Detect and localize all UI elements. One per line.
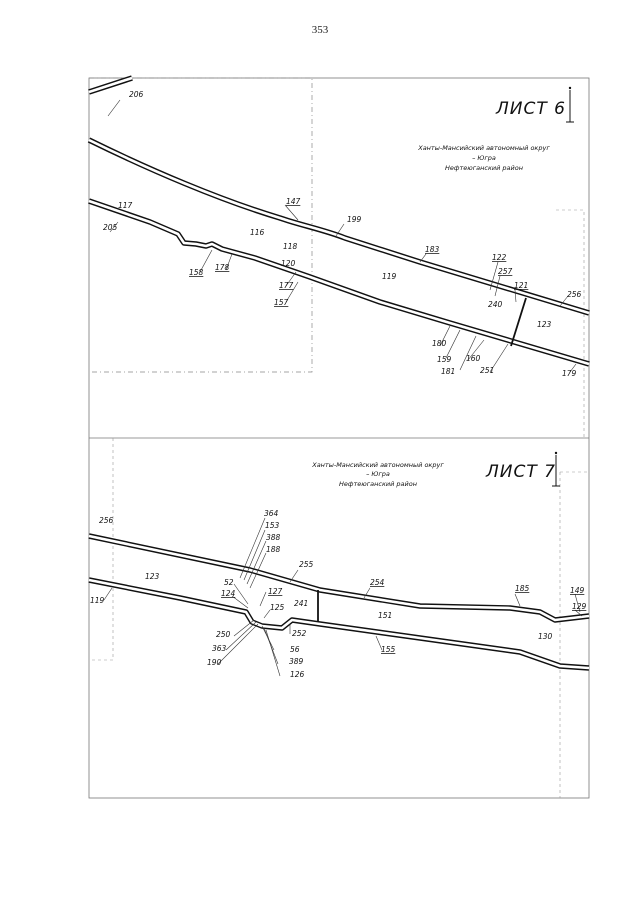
sheet-7 bbox=[89, 452, 589, 679]
label-254: 254 bbox=[370, 578, 385, 587]
label-157: 157 bbox=[274, 298, 289, 307]
label-52: 52 bbox=[224, 578, 234, 587]
label-159: 159 bbox=[437, 355, 452, 364]
label-123: 123 bbox=[537, 320, 552, 329]
sheet7-title: ЛИСТ 7 bbox=[486, 462, 556, 482]
label-206: 206 bbox=[129, 90, 144, 99]
label-117: 117 bbox=[118, 201, 133, 210]
page-number: 353 bbox=[311, 24, 329, 36]
label-160: 160 bbox=[466, 354, 481, 363]
label-190: 190 bbox=[207, 658, 222, 667]
sheet6-region-line2: – Югра bbox=[472, 154, 496, 162]
label-123-s7: 123 bbox=[145, 572, 160, 581]
label-389: 389 bbox=[289, 657, 304, 666]
north-arrow-icon bbox=[566, 87, 574, 122]
sheet7-region-line2: – Югра bbox=[366, 470, 390, 478]
label-151: 151 bbox=[378, 611, 393, 620]
section-boundary-6 bbox=[511, 298, 526, 346]
label-252: 252 bbox=[292, 629, 307, 638]
label-255: 255 bbox=[299, 560, 314, 569]
sheet7-region-line1: Ханты-Мансийский автономный округ bbox=[312, 461, 444, 469]
label-363: 363 bbox=[212, 644, 227, 653]
label-129: 129 bbox=[572, 602, 587, 611]
label-127: 127 bbox=[268, 587, 283, 596]
label-205: 205 bbox=[103, 223, 118, 232]
label-364: 364 bbox=[264, 509, 279, 518]
label-240: 240 bbox=[488, 300, 503, 309]
sheet-6 bbox=[89, 78, 589, 798]
label-125: 125 bbox=[270, 603, 285, 612]
label-257: 257 bbox=[498, 267, 513, 276]
label-388: 388 bbox=[266, 533, 281, 542]
label-147: 147 bbox=[286, 197, 301, 206]
label-118: 118 bbox=[283, 242, 298, 251]
label-188: 188 bbox=[266, 545, 281, 554]
label-180: 180 bbox=[432, 339, 447, 348]
label-120: 120 bbox=[281, 259, 296, 268]
label-119: 119 bbox=[382, 272, 397, 281]
sheet6-inner-boundary bbox=[89, 78, 312, 372]
label-241: 241 bbox=[294, 599, 309, 608]
sheet7-left-boundary bbox=[89, 438, 113, 660]
label-149: 149 bbox=[570, 586, 585, 595]
label-122: 122 bbox=[492, 253, 507, 262]
sheet7-region-line3: Нефтеюганский район bbox=[339, 480, 417, 488]
label-251: 251 bbox=[480, 366, 495, 375]
label-185: 185 bbox=[515, 584, 530, 593]
label-155: 155 bbox=[381, 645, 396, 654]
label-121: 121 bbox=[514, 281, 529, 290]
label-177: 177 bbox=[279, 281, 294, 290]
sheet6-right-boundary bbox=[556, 210, 584, 438]
label-181: 181 bbox=[441, 367, 456, 376]
label-158: 158 bbox=[189, 268, 204, 277]
sheet6-region-line3: Нефтеюганский район bbox=[445, 164, 523, 172]
label-256-s7: 256 bbox=[99, 516, 114, 525]
label-178: 178 bbox=[215, 263, 230, 272]
label-199: 199 bbox=[347, 215, 362, 224]
sheet6-region-line1: Ханты-Мансийский автономный округ bbox=[418, 144, 550, 152]
label-153: 153 bbox=[265, 521, 280, 530]
label-56: 56 bbox=[290, 645, 300, 654]
label-116: 116 bbox=[250, 228, 265, 237]
label-183: 183 bbox=[425, 245, 440, 254]
label-126: 126 bbox=[290, 670, 305, 679]
label-179: 179 bbox=[562, 369, 577, 378]
label-124: 124 bbox=[221, 589, 236, 598]
label-250: 250 bbox=[216, 630, 231, 639]
label-130: 130 bbox=[538, 632, 553, 641]
label-256: 256 bbox=[567, 290, 582, 299]
label-119-s7: 119 bbox=[90, 596, 105, 605]
sheet6-title: ЛИСТ 6 bbox=[496, 99, 566, 119]
